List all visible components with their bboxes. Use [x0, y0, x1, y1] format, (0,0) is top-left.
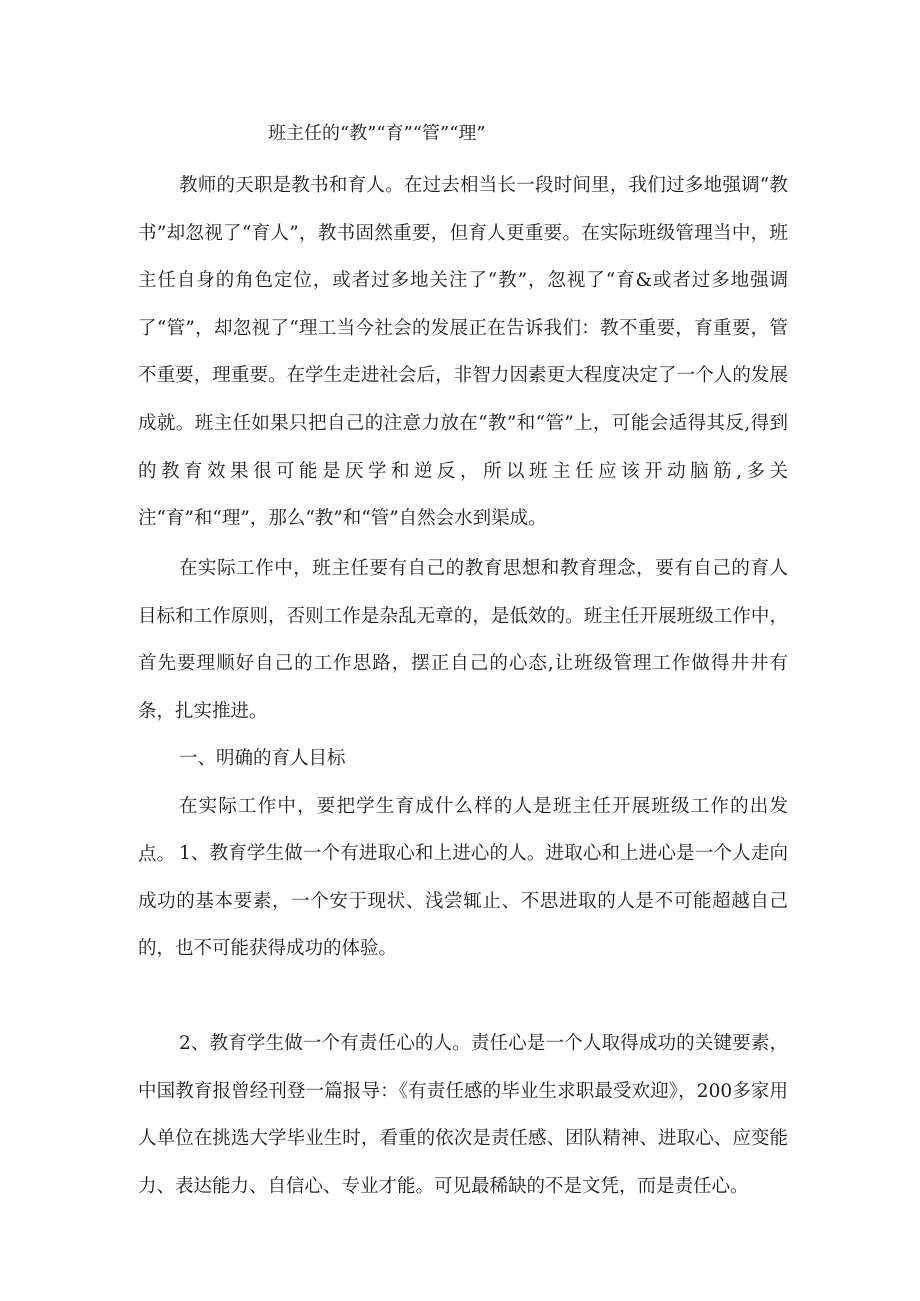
- document-title: 班主任的“教”“育”“管”“理”: [268, 123, 486, 144]
- paragraph-intro: 教师的天职是教书和育人。在过去相当长一段时间里，我们过多地强调“教书”却忽视了“育人”，教书固然重要，但育人更重要。在实际班级管理当中，班主任自身的角色定位，或者过多地关注了“教”，忽视了“育&或者过多地强调了“管”，却忽视了“理工当今社会的发展正在告诉我们：教不重要，育重要，管不重要，理重要。在学生走进社会后，非智力因素更大程度决定了一个人的发展成就。班主任如果只把自己的注意力放在“教”和“管”上，可能会适得其反,得到的教育效果很可能是厌学和逆反，所以班主任应该开动脑筋,多关注“育”和“理”，那么“教”和“管”自然会水到渠成。: [138, 175, 788, 530]
- paragraph-point-1-ambition: 1、教育学生做一个有进取心和上进心的人。进取心和上进心是一个人走向成功的基本要素，一个安于现状、浅尝辄止、不思进取的人是不可能超越自己的，也不可能获得成功的体验。: [138, 843, 788, 960]
- paragraph-point-2-responsibility: 2、教育学生做一个有责任心的人。责任心是一个人取得成功的关键要素，中国教育报曾经刊登一篇报导：《有责任感的毕业生求职最受欢迎》，200多家用人单位在挑选大学毕业生时，看重的依次是责任感、团队精神、进取心、应变能力、表达能力、自信心、专业才能。可见最稀缺的不是文凭，而是责任心。: [138, 1033, 788, 1197]
- paragraph-work-approach: 在实际工作中，班主任要有自己的教育思想和教育理念，要有自己的育人目标和工作原则，否则工作是杂乱无章的，是低效的。班主任开展班级工作中，首先要理顺好自己的工作思路，摆正自己的心态,让班级管理工作做得井井有条，扎实推进。: [138, 558, 788, 722]
- paragraph-goal-starting-point: 在实际工作中，要把学生育成什么样的人是班主任开展班级工作的出发点。: [138, 796, 788, 865]
- section-heading-goals: 一、明确的育人目标: [179, 748, 346, 769]
